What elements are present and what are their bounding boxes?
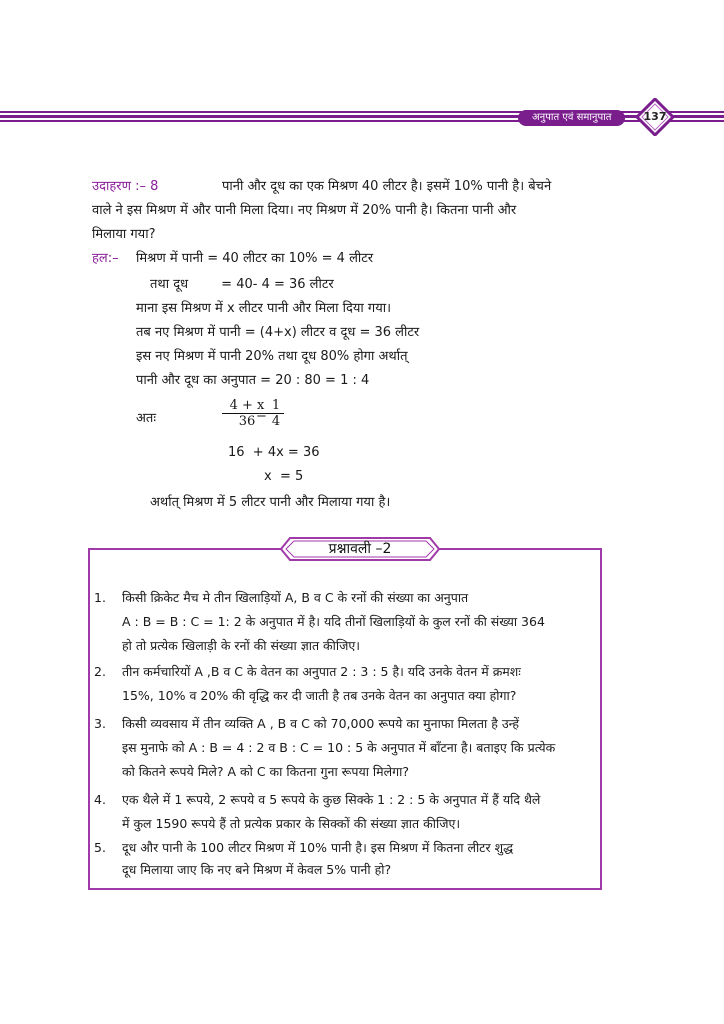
conclusion: अर्थात् मिश्रण में 5 लीटर पानी और मिलाया गया है।	[150, 495, 391, 510]
question-line: इस मुनाफे को A : B = 4 : 2 व B : C = 10 : 5 के अनुपात में बाँटना है। बताइए कि प्रत्येक	[122, 740, 556, 755]
question-line: तीन कर्मचारियों A ,B व C के वेतन का अनुपात 2 : 3 : 5 है। यदि उनके वेतन में क्रमशः	[122, 664, 521, 679]
question-number: 5.	[94, 840, 106, 855]
exercise-title: प्रश्नावली –2	[328, 541, 392, 557]
fraction-equals: =	[256, 408, 267, 423]
solution-step: मिश्रण में पानी = 40 लीटर का 10% = 4 लीटर	[136, 251, 374, 266]
solution-step: पानी और दूध का अनुपात = 20 : 80 = 1 : 4	[136, 373, 370, 388]
solution-label: हल:–	[92, 251, 119, 266]
question-line: किसी क्रिकेट मैच मे तीन खिलाड़ियों A, B व C के रनों की संख्या का अनुपात	[122, 590, 469, 605]
equation-line: 16 + 4x = 36	[228, 445, 320, 460]
page-number: 137	[643, 110, 667, 123]
question-line: में कुल 1590 रूपये हैं तो प्रत्येक प्रकार के सिक्कों की संख्या ज्ञात कीजिए।	[122, 816, 461, 831]
question-line: दूध और पानी के 100 लीटर मिश्रण में 10% पानी है। इस मिश्रण में कितना लीटर शुद्ध	[122, 840, 514, 855]
problem-line-3: मिलाया गया?	[92, 227, 156, 242]
fraction-rhs	[268, 398, 284, 429]
question-number: 1.	[94, 590, 106, 605]
question-number: 4.	[94, 792, 106, 807]
question-line: A : B = B : C = 1: 2 के अनुपात में है। यदि तीनों खिलाड़ियों के कुल रनों की संख्या 364	[122, 614, 545, 629]
question-number: 3.	[94, 716, 106, 731]
fraction-rhs-denominator: 4	[271, 414, 281, 429]
question-line: हो तो प्रत्येक खिलाड़ी के रनों की संख्या ज्ञात कीजिए।	[122, 638, 361, 653]
question-line: दूध मिलाया जाए कि नए बने मिश्रण में केवल 5% पानी हो?	[122, 862, 392, 877]
fraction-lhs-numerator: 4 + x	[229, 398, 265, 413]
solution-step: तब नए मिश्रण में पानी = (4+x) लीटर व दूध = 36 लीटर	[136, 325, 420, 340]
question-line: किसी व्यवसाय में तीन व्यक्ति A , B व C को 70,000 रूपये का मुनाफा मिलता है उन्हें	[122, 716, 520, 731]
solution-step: माना इस मिश्रण में x लीटर पानी और मिला दिया गया।	[136, 301, 392, 316]
question-line: एक थैले में 1 रूपये, 2 रूपये व 5 रूपये के कुछ सिक्के 1 : 2 : 5 के अनुपात में हैं यदि थैले	[122, 792, 541, 807]
problem-line-1: पानी और दूध का एक मिश्रण 40 लीटर है। इसमें 10% पानी है। बेचने	[222, 179, 552, 194]
chapter-label: अनुपात एवं समानुपात	[518, 110, 625, 126]
solution-step: तथा दूध = 40- 4 = 36 लीटर	[150, 277, 334, 292]
fraction-lhs-denominator: 36	[238, 414, 256, 429]
therefore-label: अतः	[136, 411, 156, 426]
problem-line-2: वाले ने इस मिश्रण में और पानी मिला दिया। नए मिश्रण में 20% पानी है। कितना पानी और	[92, 203, 517, 218]
fraction-rhs-numerator: 1	[271, 398, 281, 413]
question-number: 2.	[94, 664, 106, 679]
question-line: 15%, 10% व 20% की वृद्धि कर दी जाती है तब उनके वेतन का अनुपात क्या होगा?	[122, 688, 517, 703]
solution-step: इस नए मिश्रण में पानी 20% तथा दूध 80% होगा अर्थात्	[136, 349, 408, 364]
example-label: उदाहरण :– 8	[92, 179, 159, 194]
question-line: को कितने रूपये मिले? A को C का कितना गुना रूपया मिलेगा?	[122, 764, 410, 779]
equation-line: x = 5	[264, 469, 304, 484]
